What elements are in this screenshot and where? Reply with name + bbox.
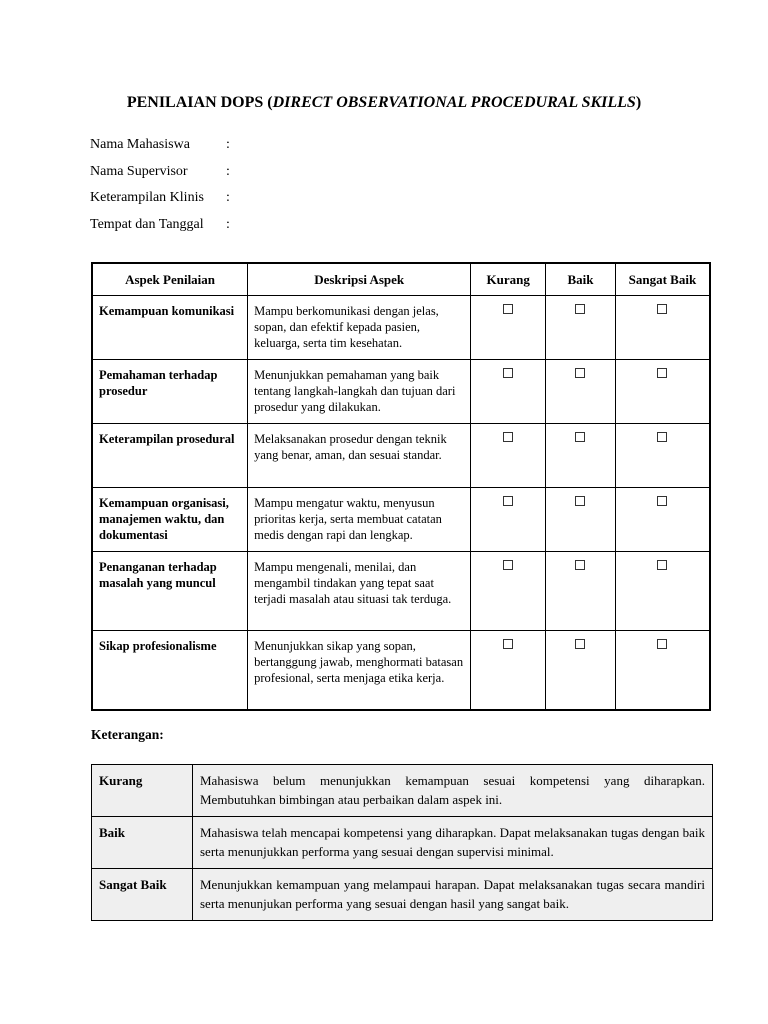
checkbox-kurang[interactable]	[503, 304, 513, 314]
field-colon: :	[226, 137, 230, 152]
keterangan-key: Sangat Baik	[92, 869, 193, 921]
checkbox-sangat-baik[interactable]	[657, 496, 667, 506]
aspek-cell: Penanganan terhadap masalah yang muncul	[92, 552, 248, 631]
field-colon: :	[226, 216, 230, 232]
header-baik: Baik	[546, 263, 616, 296]
header-kurang: Kurang	[471, 263, 546, 296]
aspek-cell: Kemampuan komunikasi	[92, 296, 248, 360]
field-keterampilan-klinis	[90, 188, 236, 215]
deskripsi-cell: Menunjukkan pemahaman yang baik tentang langkah-langkah dan tujuan dari prosedur yang dilakukan.	[248, 360, 471, 424]
identity-fields	[90, 135, 236, 241]
keterangan-table	[91, 764, 713, 921]
checkbox-kurang[interactable]	[503, 639, 513, 649]
checkbox-kurang[interactable]	[503, 432, 513, 442]
deskripsi-cell: Mampu mengatur waktu, menyusun prioritas kerja, serta membuat catatan medis dengan rapi dan lengkap.	[248, 488, 471, 552]
page-title	[0, 94, 768, 112]
field-label: Nama Mahasiswa	[90, 137, 190, 152]
checkbox-sangat-baik[interactable]	[657, 368, 667, 378]
header-aspek: Aspek Penilaian	[92, 263, 248, 296]
title-suffix: )	[635, 94, 642, 111]
deskripsi-cell: Mampu berkomunikasi dengan jelas, sopan, dan efektif kepada pasien, keluarga, serta tim kesehatan.	[248, 296, 471, 360]
title-prefix: PENILAIAN DOPS (	[126, 94, 273, 111]
checkbox-baik[interactable]	[575, 368, 585, 378]
checkbox-sangat-baik[interactable]	[657, 432, 667, 442]
keterangan-title: Keterangan:	[91, 727, 164, 742]
field-colon: :	[226, 190, 230, 205]
header-deskripsi: Deskripsi Aspek	[248, 263, 471, 296]
checkbox-kurang[interactable]	[503, 560, 513, 570]
header-sangat-baik: Sangat Baik	[615, 263, 710, 296]
field-label: Keterampilan Klinis	[90, 190, 204, 205]
table-row	[92, 552, 710, 631]
table-row	[92, 765, 713, 817]
checkbox-baik[interactable]	[575, 560, 585, 570]
aspek-cell: Pemahaman terhadap prosedur	[92, 360, 248, 424]
field-colon: :	[226, 163, 230, 179]
checkbox-baik[interactable]	[575, 639, 585, 649]
field-label: Nama Supervisor	[90, 163, 188, 179]
table-row	[92, 488, 710, 552]
aspek-cell: Sikap profesionalisme	[92, 631, 248, 710]
assessment-table	[91, 262, 711, 711]
checkbox-kurang[interactable]	[503, 368, 513, 378]
table-row	[92, 869, 713, 921]
checkbox-sangat-baik[interactable]	[657, 639, 667, 649]
checkbox-baik[interactable]	[575, 304, 585, 314]
checkbox-sangat-baik[interactable]	[657, 560, 667, 570]
deskripsi-cell: Menunjukkan sikap yang sopan, bertanggung jawab, menghormati batasan profesional, serta menjaga etika kerja.	[248, 631, 471, 710]
field-nama-mahasiswa	[90, 135, 236, 162]
table-row	[92, 817, 713, 869]
checkbox-sangat-baik[interactable]	[657, 304, 667, 314]
deskripsi-cell: Mampu mengenali, menilai, dan mengambil tindakan yang tepat saat terjadi masalah atau situasi tak terduga.	[248, 552, 471, 631]
aspek-cell: Kemampuan organisasi, manajemen waktu, dan dokumentasi	[92, 488, 248, 552]
field-tempat-tanggal	[90, 215, 236, 242]
checkbox-baik[interactable]	[575, 432, 585, 442]
table-header-row	[92, 263, 710, 296]
checkbox-baik[interactable]	[575, 496, 585, 506]
keterangan-desc: Mahasiswa belum menunjukkan kemampuan sesuai kompetensi yang diharapkan. Membutuhkan bimbingan atau perbaikan dalam aspek ini.	[193, 765, 713, 817]
table-row	[92, 360, 710, 424]
field-label: Tempat dan Tanggal	[90, 216, 204, 232]
field-nama-supervisor	[90, 162, 236, 189]
table-row	[92, 296, 710, 360]
table-row	[92, 631, 710, 710]
table-row	[92, 424, 710, 488]
aspek-cell: Keterampilan prosedural	[92, 424, 248, 488]
checkbox-kurang[interactable]	[503, 496, 513, 506]
title-italic: DIRECT OBSERVATIONAL PROCEDURAL SKILLS	[272, 94, 636, 111]
keterangan-key: Kurang	[92, 765, 193, 817]
keterangan-desc: Menunjukkan kemampuan yang melampaui harapan. Dapat melaksanakan tugas secara mandiri serta menunjukan performa yang sesuai dengan hasil yang sangat baik.	[193, 869, 713, 921]
deskripsi-cell: Melaksanakan prosedur dengan teknik yang benar, aman, dan sesuai standar.	[248, 424, 471, 488]
keterangan-desc: Mahasiswa telah mencapai kompetensi yang diharapkan. Dapat melaksanakan tugas dengan baik serta menunjukkan performa yang sesuai dengan supervisi minimal.	[193, 817, 713, 869]
keterangan-key: Baik	[92, 817, 193, 869]
